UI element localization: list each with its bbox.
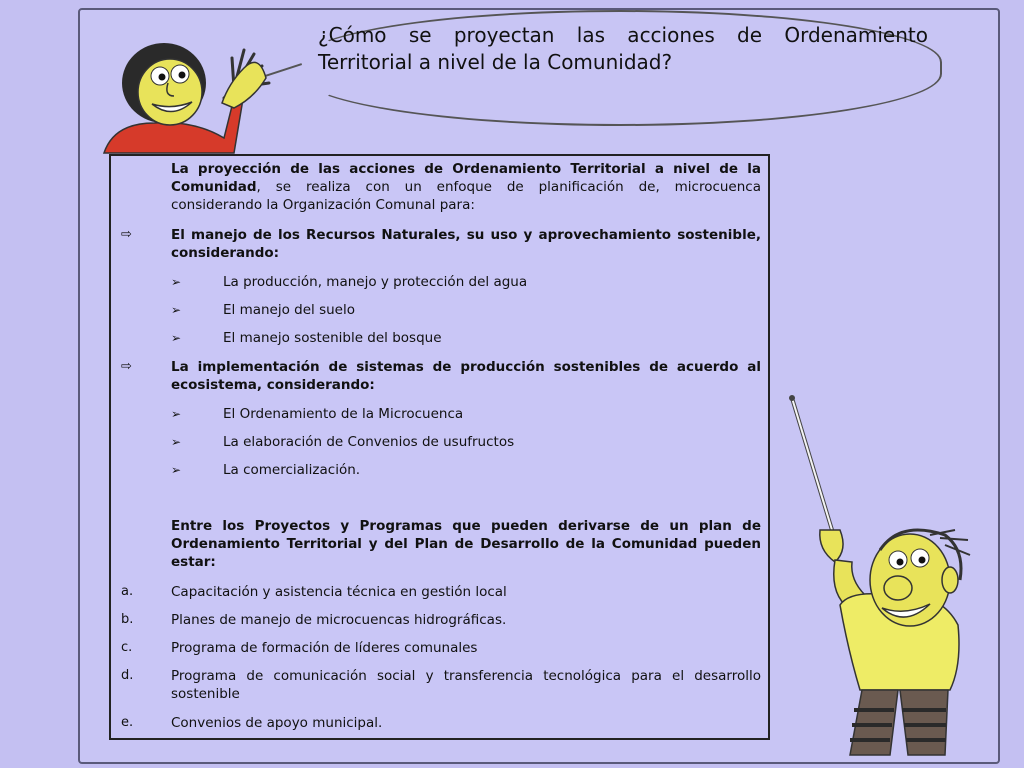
section2-item: El Ordenamiento de la Microcuenca	[223, 406, 464, 422]
section1-item: El manejo sostenible del bosque	[223, 330, 442, 346]
arrow-right-icon: ⇨	[121, 359, 132, 374]
list-letter: b.	[121, 612, 134, 627]
section1-item: La producción, manejo y protección del agua	[223, 274, 528, 290]
bullet-arrow-icon: ➢	[171, 435, 182, 449]
project-item: Planes de manejo de microcuencas hidrográficas.	[171, 612, 507, 628]
bullet-arrow-icon: ➢	[171, 407, 182, 421]
intro-bold: La proyección de las acciones de Ordenamiento Territorial a nivel de la Comunidad	[171, 161, 761, 195]
cartoon-man-pointer-icon	[780, 390, 980, 765]
project-item: Capacitación y asistencia técnica en gestión local	[171, 584, 507, 600]
intro-rest: , se realiza con un enfoque de planificación de, microcuenca considerando la Organización Comunal para:	[171, 179, 761, 213]
list-letter: a.	[121, 584, 134, 599]
list-letter: c.	[121, 640, 133, 655]
bullet-arrow-icon: ➢	[171, 463, 182, 477]
list-letter: d.	[121, 668, 134, 683]
bullet-arrow-icon: ➢	[171, 275, 182, 289]
project-item: Convenios de apoyo municipal.	[171, 715, 383, 731]
bullet-arrow-icon: ➢	[171, 331, 182, 345]
cartoon-woman-waving-icon	[84, 28, 284, 158]
project-item: Programa de formación de líderes comunales	[171, 640, 478, 656]
list-letter: e.	[121, 715, 134, 730]
section2-heading: La implementación de sistemas de producción sostenibles de acuerdo al ecosistema, considerando:	[171, 359, 761, 393]
section2-item: La elaboración de Convenios de usufructos	[223, 434, 515, 450]
section1-item: El manejo del suelo	[223, 302, 355, 318]
projects-heading: Entre los Proyectos y Programas que pueden derivarse de un plan de Ordenamiento Territorial y del Plan de Desarrollo de la Comunidad pueden estar:	[171, 518, 761, 570]
arrow-right-icon: ⇨	[121, 227, 132, 242]
section1-heading: El manejo de los Recursos Naturales, su uso y aprovechamiento sostenible, considerando:	[171, 227, 761, 261]
section2-item: La comercialización.	[223, 462, 361, 478]
bubble-question: ¿Cómo se proyectan las acciones de Ordenamiento Territorial a nivel de la Comunidad?	[318, 23, 928, 74]
content-box	[109, 154, 770, 740]
bullet-arrow-icon: ➢	[171, 303, 182, 317]
project-item: Programa de comunicación social y transferencia tecnológica para el desarrollo sostenible	[171, 668, 761, 702]
intro-paragraph	[171, 160, 761, 214]
